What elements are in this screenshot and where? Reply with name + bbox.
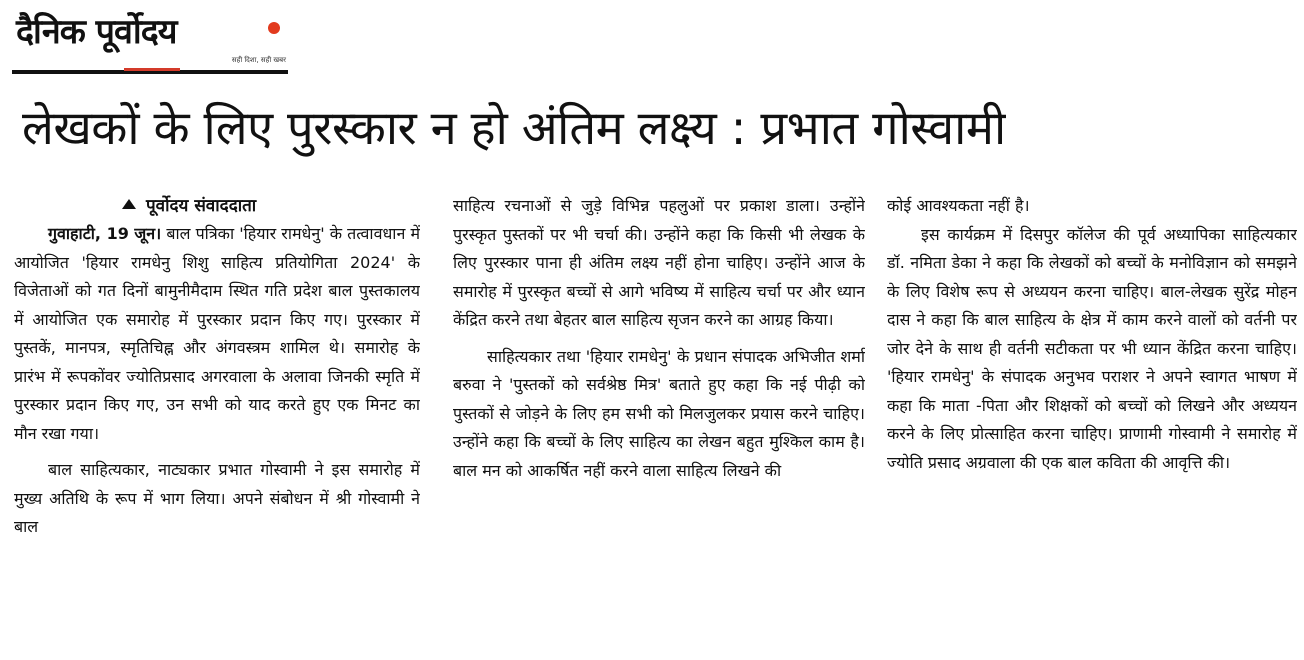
- byline-text: पूर्वोदय संवाददाता: [146, 196, 257, 216]
- masthead-rule-accent: [124, 68, 180, 71]
- paragraph-4: साहित्यकार तथा 'हियार रामधेनु' के प्रधान संपादक अभिजीत शर्मा बरुवा ने 'पुस्तकों को सर्वश्रेष्ठ मित्र' बताते हुए कहा कि नई पीढ़ी को पुस्तकों से जोड़ने के लिए हम सभी को मिलजुलकर प्रयास करने चाहिए। उन्होंने कहा कि बच्चों के लिए साहित्य का लेखन बहुत मुश्किल काम है। बाल मन को आकर्षित नहीं करने वाला साहित्य लिखने की: [453, 346, 865, 480]
- masthead: [12, 8, 288, 74]
- logo-dot-icon: [268, 22, 280, 34]
- newspaper-logo: दैनिक पूर्वोदय: [16, 12, 177, 52]
- paragraph-5: कोई आवश्यकता नहीं है।: [887, 196, 1030, 215]
- paragraph-1: [14, 220, 420, 448]
- article-column-2: [453, 192, 865, 654]
- paragraph-gap: [14, 448, 420, 456]
- dateline: गुवाहाटी, 19 जून।: [48, 224, 162, 243]
- logo-tagline: सही दिशा, सही खबर: [231, 56, 286, 64]
- byline: [14, 192, 420, 220]
- triangle-icon: [122, 199, 136, 209]
- article-headline: लेखकों के लिए पुरस्कार न हो अंतिम लक्ष्य : प्रभात गोस्वामी: [22, 101, 1006, 156]
- paragraph-2: बाल साहित्यकार, नाट्यकार प्रभात गोस्वामी ने इस समारोह में मुख्य अतिथि के रूप में भाग लिया। अपने संबोधन में श्री गोस्वामी ने बाल: [14, 460, 420, 536]
- article-column-1: [14, 192, 420, 654]
- paragraph-1-text: बाल पत्रिका 'हियार रामधेनु' के तत्वावधान में आयोजित 'हियार रामधेनु शिशु साहित्य प्रतियोगिता 2024' के विजेताओं को गत दिनों बामुनीमैदाम स्थित गति प्रदेश बाल पुस्तकालय में आयोजित एक समारोह में पुरस्कार प्रदान किए गए। पुरस्कार में पुस्तकें, मानपत्र, स्मृतिचिह्न और अंगवस्त्रम शामिल थे। समारोह के प्रारंभ में रूपकोंवर ज्योतिप्रसाद अगरवाला के अलावा जिनकी स्मृति में पुरस्कार प्रदान किए गए, उन सभी को याद करते हुए एक मिनट का मौन रखा गया।: [14, 224, 420, 443]
- paragraph-6: इस कार्यक्रम में दिसपुर कॉलेज की पूर्व अध्यापिका साहित्यकार डॉ. नमिता डेका ने कहा कि लेखकों को बच्चों के मनोविज्ञान को समझने के लिए विशेष रूप से अध्ययन करना चाहिए। बाल-लेखक सुरेंद्र मोहन दास ने कहा कि बाल साहित्य के क्षेत्र में काम करने वालों को वर्तनी पर जोर देने के साथ ही वर्तनी सटीकता पर भी ध्यान केंद्रित करना चाहिए। 'हियार रामधेनु' के संपादक अनुभव पराशर ने अपने स्वागत भाषण में कहा कि माता -पिता और शिक्षकों को बच्चों को लिखने और अध्ययन करने के लिए प्रोत्साहित करना चाहिए। प्राणामी गोस्वामी ने समारोह में ज्योति प्रसाद अग्रवाला की एक बाल कविता की आवृत्ति की।: [887, 224, 1297, 472]
- article-column-3: [887, 192, 1297, 654]
- paragraph-3: साहित्य रचनाओं से जुड़े विभिन्न पहलुओं पर प्रकाश डाला। उन्होंने पुरस्कृत पुस्तकों पर भी चर्चा की। उन्होंने कहा कि किसी भी लेखक के लिए पुरस्कार पाना ही अंतिम लक्ष्य नहीं होना चाहिए। उन्होंने आज के समारोह में पुरस्कृत बच्चों से आगे भविष्य में साहित्य चर्चा पर और ध्यान केंद्रित करने तथा बेहतर बाल साहित्य सृजन करने का आग्रह किया।: [453, 196, 865, 329]
- paragraph-gap: [453, 335, 865, 343]
